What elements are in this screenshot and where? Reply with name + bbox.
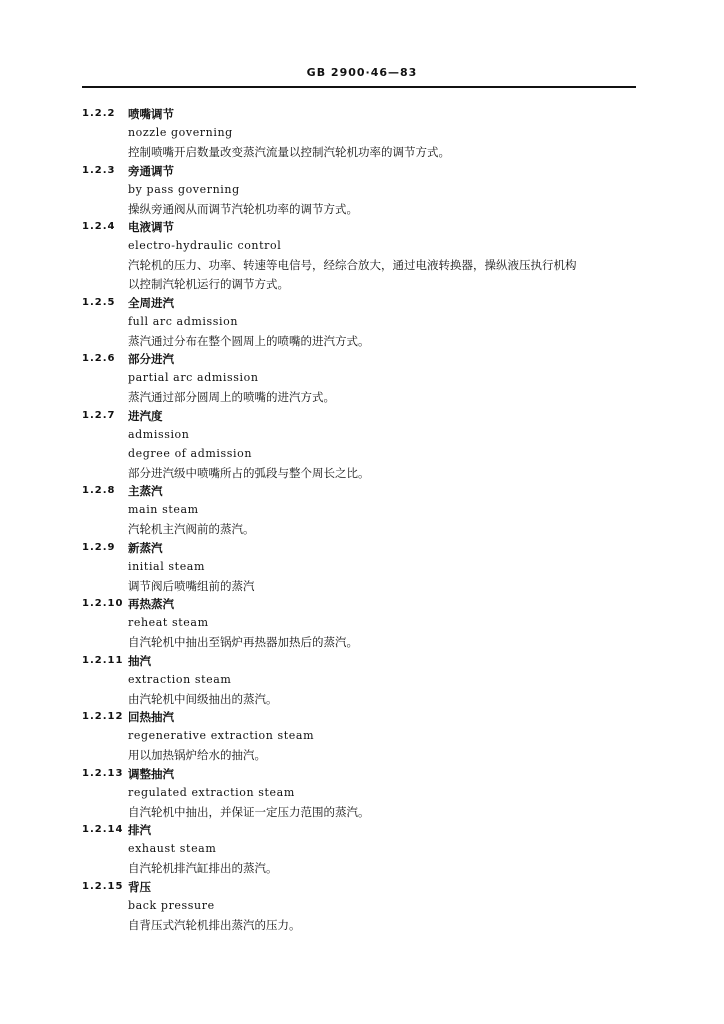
- term-entry: [82, 822, 642, 879]
- term-number: 1.2.5: [82, 296, 116, 308]
- term-english: by pass governing: [128, 182, 240, 196]
- term-chinese: 背压: [128, 879, 151, 894]
- term-definition: 汽轮机的压力、功率、转速等电信号，经综合放大，通过电液转换器，操纵液压执行机构: [128, 258, 577, 272]
- term-english: exhaust steam: [128, 842, 217, 855]
- term-chinese: 再热蒸汽: [128, 597, 174, 611]
- term-entry: [82, 709, 642, 766]
- term-entry: [82, 653, 642, 710]
- term-english: electro-hydraulic control: [128, 239, 282, 252]
- term-chinese: 新蒸汽: [128, 540, 163, 555]
- term-entry: [82, 295, 642, 352]
- term-number: 1.2.3: [82, 164, 116, 176]
- term-definition: 控制喷嘴开启数量改变蒸汽流量以控制汽轮机功率的调节方式。: [128, 145, 450, 159]
- term-chinese: 电液调节: [128, 220, 174, 234]
- term-definition: 部分进汽级中喷嘴所占的弧段与整个周长之比。: [128, 465, 370, 480]
- term-english: main steam: [128, 503, 199, 516]
- term-entry: [82, 351, 642, 408]
- term-english: partial arc admission: [128, 371, 259, 384]
- term-english: nozzle governing: [128, 126, 233, 139]
- term-chinese: 旁通调节: [128, 163, 174, 178]
- term-definition: 自汽轮机中抽出至锅炉再热器加热后的蒸汽。: [128, 635, 358, 649]
- term-chinese: 全周进汽: [128, 295, 174, 310]
- term-number: 1.2.2: [82, 108, 116, 119]
- term-number: 1.2.4: [82, 221, 116, 232]
- term-chinese: 部分进汽: [128, 352, 174, 366]
- term-chinese: 回热抽汽: [128, 710, 174, 724]
- term-english: regenerative extraction steam: [128, 729, 315, 742]
- term-chinese: 喷嘴调节: [128, 107, 174, 121]
- term-english: extraction steam: [128, 672, 232, 686]
- term-number: 1.2.8: [82, 485, 116, 496]
- term-list: [82, 106, 642, 935]
- term-definition: 汽轮机主汽阀前的蒸汽。: [128, 522, 255, 536]
- term-chinese: 排汽: [128, 823, 151, 837]
- term-english: admission: [128, 427, 190, 441]
- term-english: reheat steam: [128, 616, 209, 629]
- term-entry: [82, 163, 642, 220]
- term-definition: 以控制汽轮机运行的调节方式。: [128, 277, 289, 291]
- term-entry: [82, 596, 642, 653]
- term-number: 1.2.12: [82, 711, 124, 722]
- term-english: regulated extraction steam: [128, 785, 295, 799]
- term-definition: 蒸汽通过分布在整个圆周上的喷嘴的进汽方式。: [128, 333, 370, 348]
- term-entry: [82, 766, 642, 823]
- term-entry: [82, 106, 642, 163]
- term-entry: [82, 408, 642, 484]
- term-definition: 蒸汽通过部分圆周上的喷嘴的进汽方式。: [128, 390, 335, 404]
- header-rule: [82, 86, 636, 88]
- term-entry: [82, 219, 642, 295]
- term-english: initial steam: [128, 559, 205, 573]
- term-definition: 自背压式汽轮机排出蒸汽的压力。: [128, 917, 301, 932]
- term-number: 1.2.6: [82, 353, 116, 364]
- term-number: 1.2.7: [82, 409, 116, 421]
- term-number: 1.2.9: [82, 541, 116, 553]
- term-number: 1.2.10: [82, 598, 124, 609]
- term-english: full arc admission: [128, 314, 239, 328]
- term-entry: [82, 879, 642, 936]
- page-header: GB 2900·46—83: [306, 66, 418, 79]
- term-definition: 操纵旁通阀从而调节汽轮机功率的调节方式。: [128, 201, 358, 216]
- term-chinese: 调整抽汽: [128, 766, 174, 781]
- term-definition: 用以加热锅炉给水的抽汽。: [128, 748, 266, 762]
- term-entry: [82, 540, 642, 597]
- term-definition: 自汽轮机排汽缸排出的蒸汽。: [128, 861, 278, 875]
- term-number: 1.2.13: [82, 767, 124, 779]
- term-definition: 自汽轮机中抽出，并保证一定压力范围的蒸汽。: [128, 804, 370, 819]
- term-chinese: 抽汽: [128, 653, 151, 668]
- term-english: back pressure: [128, 898, 215, 912]
- term-chinese: 主蒸汽: [128, 484, 163, 498]
- term-number: 1.2.15: [82, 880, 124, 892]
- term-entry: [82, 483, 642, 540]
- term-english: degree of admission: [128, 446, 253, 460]
- term-number: 1.2.14: [82, 824, 124, 835]
- term-number: 1.2.11: [82, 654, 124, 666]
- term-chinese: 进汽度: [128, 408, 163, 423]
- term-definition: 由汽轮机中间级抽出的蒸汽。: [128, 691, 278, 706]
- term-definition: 调节阀后喷嘴组前的蒸汽: [128, 578, 255, 593]
